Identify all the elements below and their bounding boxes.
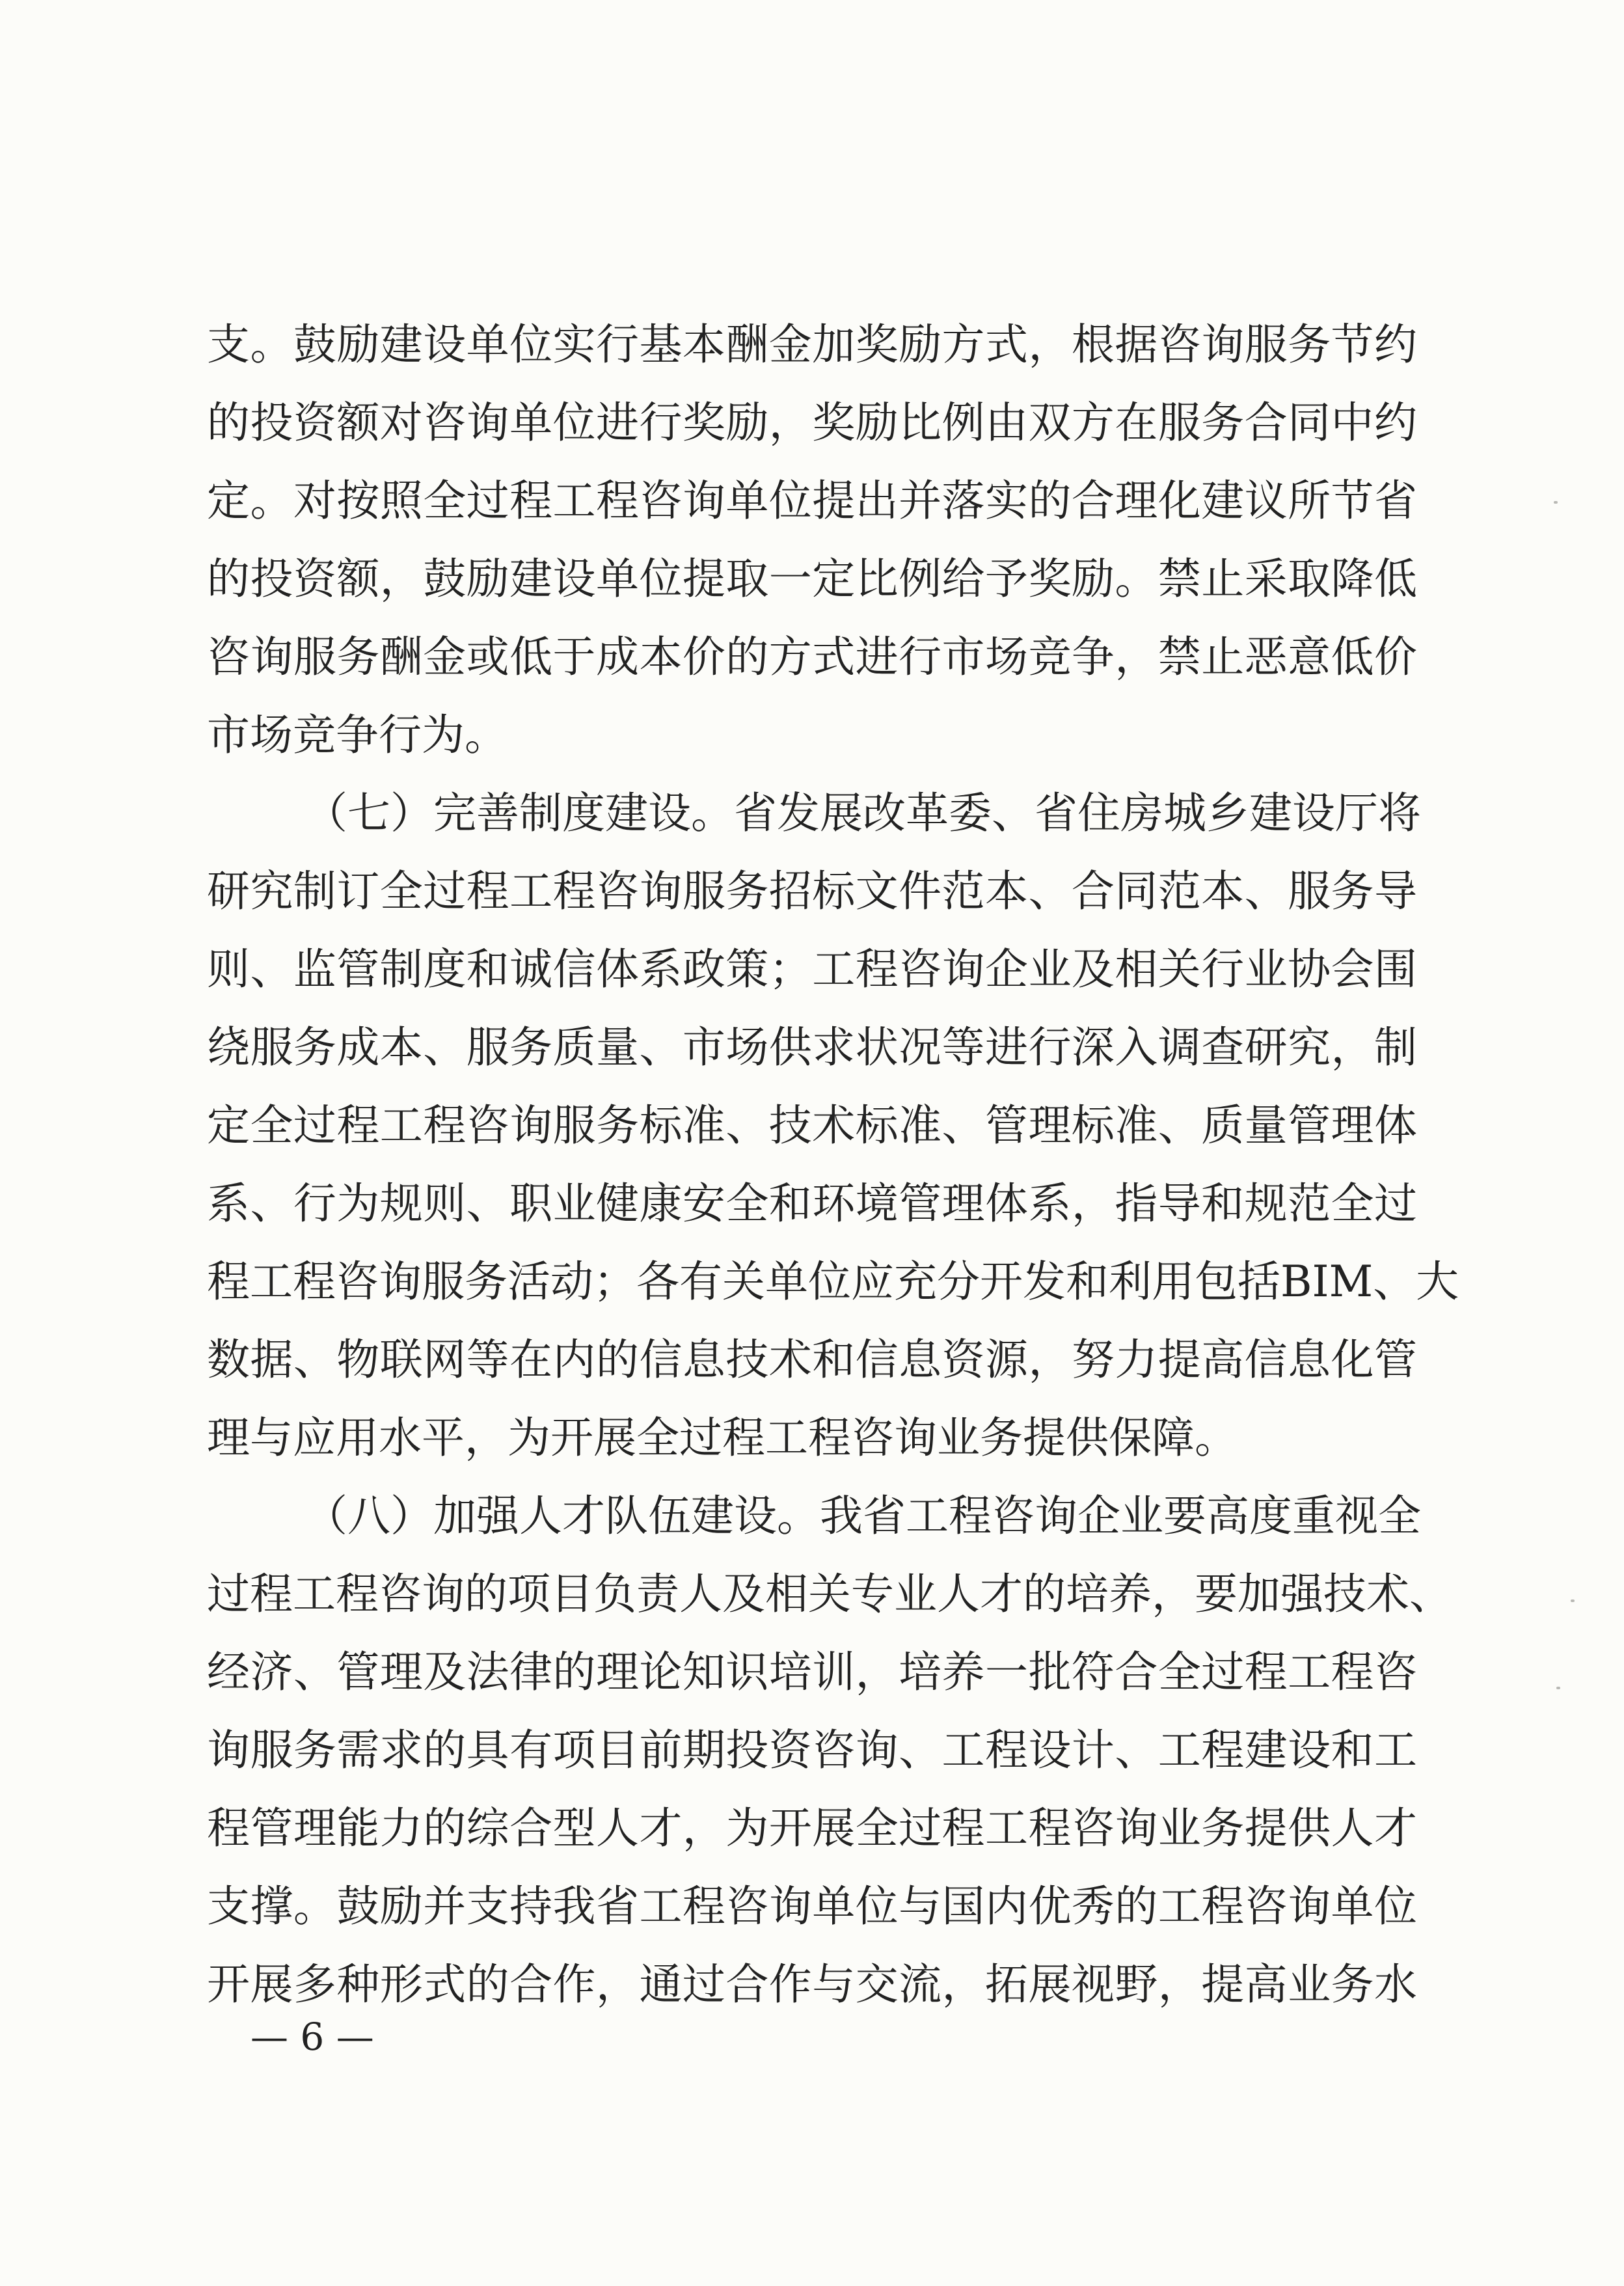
text-line-18: 经济、管理及法律的理论知识培训，培养一批符合全过程工程咨 xyxy=(207,1647,1417,1697)
text-line-14: 数据、物联网等在内的信息技术和信息资源，努力提高信息化管 xyxy=(207,1335,1417,1385)
text-line-19: 询服务需求的具有项目前期投资咨询、工程设计、工程建设和工 xyxy=(207,1725,1417,1775)
text-line-13: 程工程咨询服务活动；各有关单位应充分开发和利用包括BIM、大 xyxy=(207,1257,1459,1307)
text-line-4: 的投资额，鼓励建设单位提取一定比例给予奖励。禁止采取降低 xyxy=(207,554,1417,604)
text-line-15: 理与应用水平，为开展全过程工程咨询业务提供保障。 xyxy=(207,1413,1238,1463)
scan-speck xyxy=(1556,1687,1560,1689)
page-number: — 6 — xyxy=(250,2015,374,2059)
text-line-1: 支。鼓励建设单位实行基本酬金加奖励方式，根据咨询服务节约 xyxy=(207,320,1417,370)
scan-speck xyxy=(1571,1599,1575,1602)
text-line-2: 的投资额对咨询单位进行奖励，奖励比例由双方在服务合同中约 xyxy=(207,398,1417,448)
text-line-21: 支撑。鼓励并支持我省工程咨询单位与国内优秀的工程咨询单位 xyxy=(207,1881,1417,1931)
section-7-heading-line: （七）完善制度建设。省发展改革委、省住房城乡建设厅将 xyxy=(304,788,1421,838)
text-line-3: 定。对按照全过程工程咨询单位提出并落实的合理化建议所节省 xyxy=(207,476,1417,526)
text-line-8: 研究制订全过程工程咨询服务招标文件范本、合同范本、服务导 xyxy=(207,866,1417,916)
text-line-11: 定全过程工程咨询服务标准、技术标准、管理标准、质量管理体 xyxy=(207,1100,1417,1150)
text-line-5: 咨询服务酬金或低于成本价的方式进行市场竞争，禁止恶意低价 xyxy=(207,632,1417,682)
text-line-6: 市场竞争行为。 xyxy=(207,710,508,760)
text-line-9: 则、监管制度和诚信体系政策；工程咨询企业及相关行业协会围 xyxy=(207,944,1417,994)
scan-speck xyxy=(1554,501,1558,504)
section-8-heading-line: （八）加强人才队伍建设。我省工程咨询企业要高度重视全 xyxy=(304,1491,1421,1541)
text-line-20: 程管理能力的综合型人才，为开展全过程工程咨询业务提供人才 xyxy=(207,1803,1417,1853)
text-line-12: 系、行为规则、职业健康安全和环境管理体系，指导和规范全过 xyxy=(207,1178,1417,1229)
text-line-10: 绕服务成本、服务质量、市场供求状况等进行深入调查研究，制 xyxy=(207,1022,1417,1072)
body-text xyxy=(207,306,1459,2024)
text-line-22: 开展多种形式的合作，通过合作与交流，拓展视野，提高业务水 xyxy=(207,1959,1417,2009)
text-line-17: 过程工程咨询的项目负责人及相关专业人才的培养，要加强技术、 xyxy=(207,1569,1452,1619)
